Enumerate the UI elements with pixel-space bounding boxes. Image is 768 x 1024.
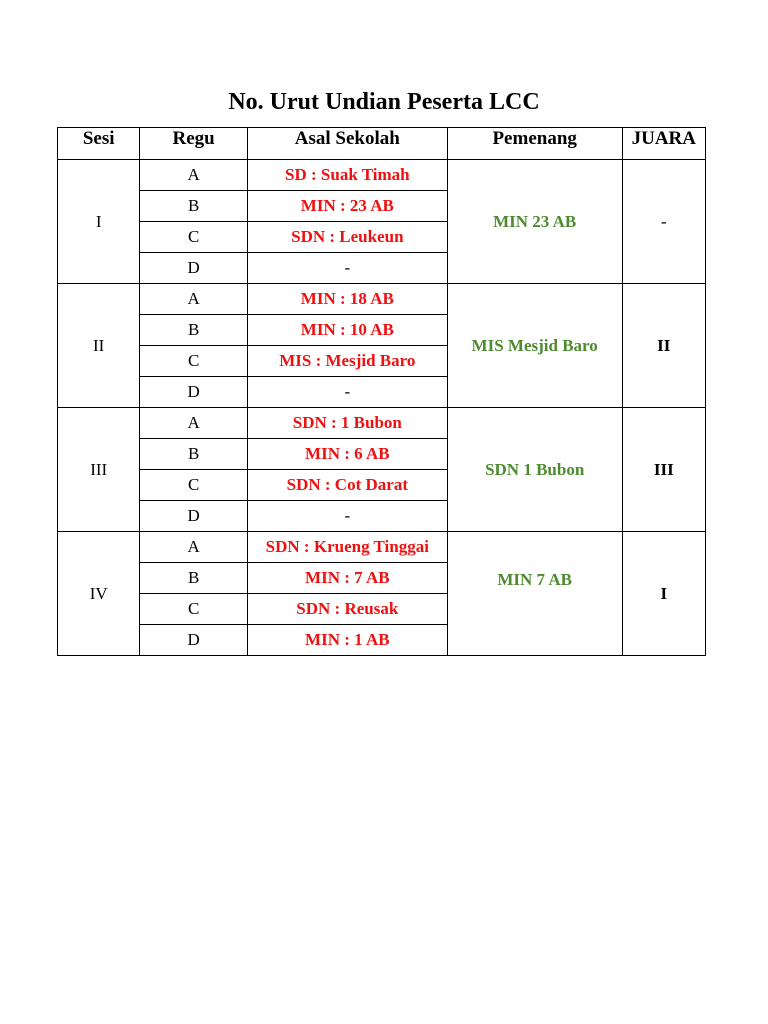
regu-cell: B bbox=[140, 315, 247, 346]
session-group bbox=[58, 408, 706, 532]
participant-table bbox=[57, 127, 706, 656]
juara-cell: III bbox=[622, 408, 705, 532]
session-group bbox=[58, 284, 706, 408]
regu-cell: A bbox=[140, 408, 247, 439]
winner-cell: MIS Mesjid Baro bbox=[447, 284, 622, 408]
winner-cell: MIN 23 AB bbox=[447, 160, 622, 284]
table-header bbox=[58, 128, 706, 160]
regu-cell: D bbox=[140, 501, 247, 532]
school-cell: SDN : Krueng Tinggai bbox=[247, 532, 447, 563]
juara-cell: - bbox=[622, 160, 705, 284]
school-cell: SD : Suak Timah bbox=[247, 160, 447, 191]
school-cell: MIN : 7 AB bbox=[247, 563, 447, 594]
school-cell: MIN : 18 AB bbox=[247, 284, 447, 315]
school-cell: MIS : Mesjid Baro bbox=[247, 346, 447, 377]
table-row bbox=[58, 284, 706, 315]
regu-cell: B bbox=[140, 439, 247, 470]
header-row bbox=[58, 128, 706, 160]
sesi-cell: IV bbox=[58, 532, 140, 656]
header-asal-sekolah: Asal Sekolah bbox=[247, 128, 447, 160]
session-group bbox=[58, 160, 706, 284]
school-cell: SDN : 1 Bubon bbox=[247, 408, 447, 439]
winner-cell: SDN 1 Bubon bbox=[447, 408, 622, 532]
table-row bbox=[58, 532, 706, 563]
school-cell: MIN : 10 AB bbox=[247, 315, 447, 346]
school-cell: MIN : 1 AB bbox=[247, 625, 447, 656]
winner-cell: MIN 7 AB bbox=[447, 532, 622, 656]
regu-cell: A bbox=[140, 160, 247, 191]
regu-cell: A bbox=[140, 284, 247, 315]
regu-cell: D bbox=[140, 253, 247, 284]
school-cell: SDN : Reusak bbox=[247, 594, 447, 625]
regu-cell: C bbox=[140, 594, 247, 625]
sesi-cell: I bbox=[58, 160, 140, 284]
sesi-cell: III bbox=[58, 408, 140, 532]
regu-cell: C bbox=[140, 346, 247, 377]
page-title: No. Urut Undian Peserta LCC bbox=[228, 89, 540, 115]
juara-cell: I bbox=[622, 532, 705, 656]
school-cell-empty: - bbox=[247, 253, 447, 284]
regu-cell: D bbox=[140, 377, 247, 408]
regu-cell: D bbox=[140, 625, 247, 656]
table-row bbox=[58, 408, 706, 439]
regu-cell: C bbox=[140, 222, 247, 253]
session-group bbox=[58, 532, 706, 656]
juara-cell: II bbox=[622, 284, 705, 408]
header-sesi: Sesi bbox=[58, 128, 140, 160]
school-cell-empty: - bbox=[247, 501, 447, 532]
header-pemenang: Pemenang bbox=[447, 128, 622, 160]
sesi-cell: II bbox=[58, 284, 140, 408]
regu-cell: B bbox=[140, 563, 247, 594]
school-cell: SDN : Cot Darat bbox=[247, 470, 447, 501]
regu-cell: A bbox=[140, 532, 247, 563]
header-regu: Regu bbox=[140, 128, 247, 160]
school-cell-empty: - bbox=[247, 377, 447, 408]
table-row bbox=[58, 160, 706, 191]
school-cell: SDN : Leukeun bbox=[247, 222, 447, 253]
regu-cell: C bbox=[140, 470, 247, 501]
header-juara: JUARA bbox=[622, 128, 705, 160]
school-cell: MIN : 23 AB bbox=[247, 191, 447, 222]
school-cell: MIN : 6 AB bbox=[247, 439, 447, 470]
regu-cell: B bbox=[140, 191, 247, 222]
